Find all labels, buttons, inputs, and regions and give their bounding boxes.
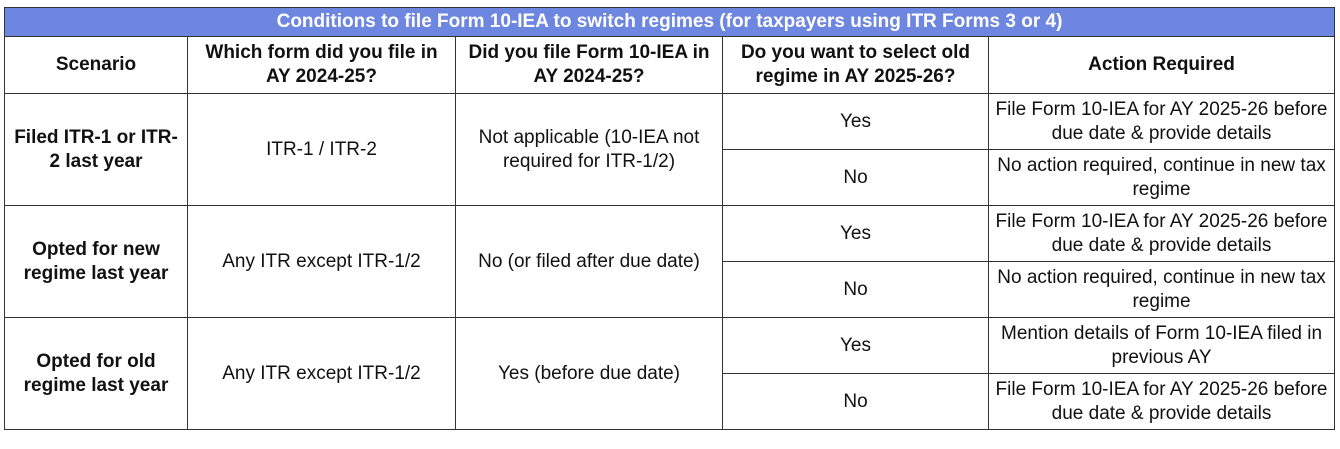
action-cell: File Form 10-IEA for AY 2025-26 before due date & provide details xyxy=(989,374,1335,430)
table-row xyxy=(5,94,1335,150)
scenario-cell: Opted for old regime last year xyxy=(5,318,188,430)
table-header-row xyxy=(5,37,1335,94)
action-cell: No action required, continue in new tax regime xyxy=(989,150,1335,206)
header-action-required: Action Required xyxy=(989,37,1335,94)
filed-10iea-cell: Not applicable (10-IEA not required for ITR-1/2) xyxy=(456,94,723,206)
header-select-old-regime: Do you want to select old regime in AY 2025-26? xyxy=(723,37,989,94)
action-cell: No action required, continue in new tax regime xyxy=(989,262,1335,318)
header-filed-10iea: Did you file Form 10-IEA in AY 2024-25? xyxy=(456,37,723,94)
select-old-cell: No xyxy=(723,150,989,206)
form-cell: Any ITR except ITR-1/2 xyxy=(188,206,456,318)
header-scenario: Scenario xyxy=(5,37,188,94)
select-old-cell: Yes xyxy=(723,94,989,150)
select-old-cell: Yes xyxy=(723,318,989,374)
form-cell: ITR-1 / ITR-2 xyxy=(188,94,456,206)
scenario-cell: Filed ITR-1 or ITR-2 last year xyxy=(5,94,188,206)
table-title-row xyxy=(5,8,1335,37)
form-cell: Any ITR except ITR-1/2 xyxy=(188,318,456,430)
action-cell: File Form 10-IEA for AY 2025-26 before due date & provide details xyxy=(989,206,1335,262)
table-row xyxy=(5,318,1335,374)
action-cell: File Form 10-IEA for AY 2025-26 before due date & provide details xyxy=(989,94,1335,150)
filed-10iea-cell: Yes (before due date) xyxy=(456,318,723,430)
action-cell: Mention details of Form 10-IEA filed in previous AY xyxy=(989,318,1335,374)
header-form-filed: Which form did you file in AY 2024-25? xyxy=(188,37,456,94)
regime-switch-table-container xyxy=(4,7,1334,430)
select-old-cell: Yes xyxy=(723,206,989,262)
table-title: Conditions to file Form 10-IEA to switch regimes (for taxpayers using ITR Forms 3 or 4) xyxy=(5,8,1335,37)
filed-10iea-cell: No (or filed after due date) xyxy=(456,206,723,318)
regime-switch-table xyxy=(4,7,1335,430)
table-row xyxy=(5,206,1335,262)
select-old-cell: No xyxy=(723,374,989,430)
scenario-cell: Opted for new regime last year xyxy=(5,206,188,318)
select-old-cell: No xyxy=(723,262,989,318)
